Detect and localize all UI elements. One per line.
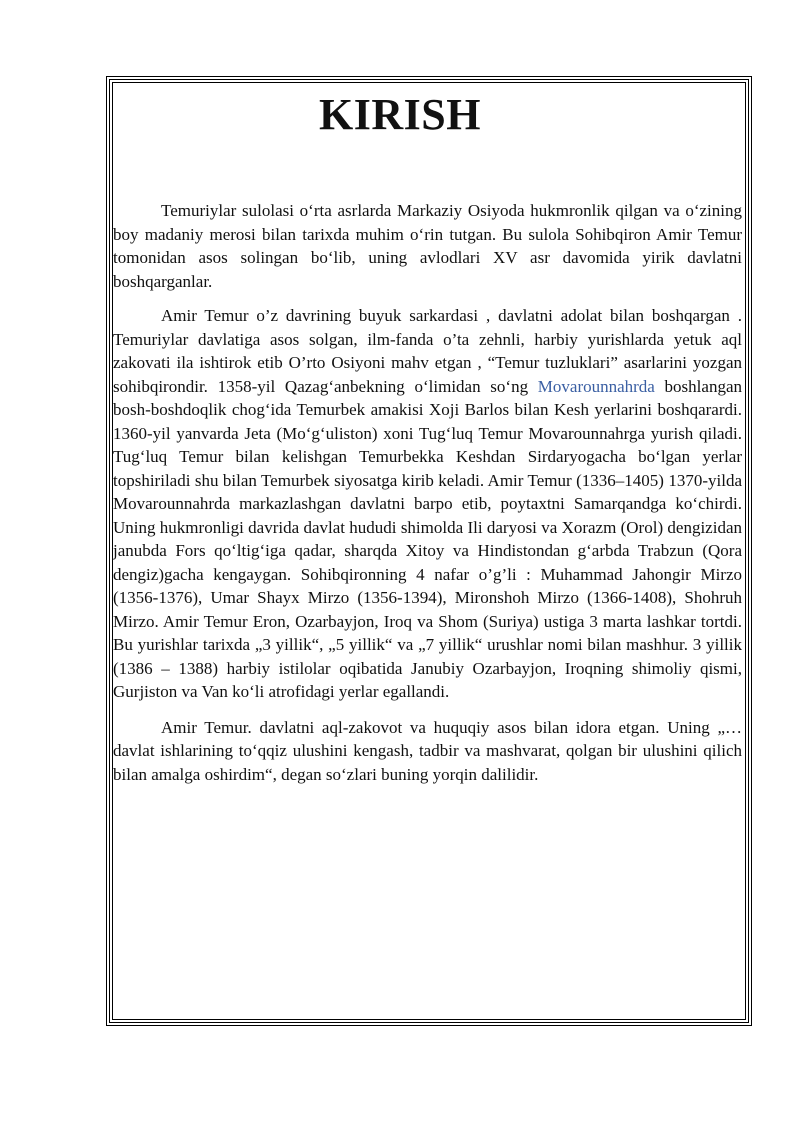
paragraph-text-after-link: boshlangan bosh-boshdoqlik chog‘ida Temurbek amakisi Xoji Barlos bilan Kesh yerlarini boshqarardi. 1360-yil yanvarda Jeta (Mo‘g‘uliston) xoni Tug‘luq Temur Movarounnahrga yurish qiladi. Tug‘luq Temur bilan kelishgan Temurbekka Keshdan Sirdaryogacha bo‘lgan yerlar topshiriladi shu bilan Temurbek siyosatga kirib keladi. Amir Temur (1336–1405) 1370-yilda Movarounnahrda markazlashgan davlatni barpo etib, poytaxtni Samarqandga ko‘chirdi. Uning hukmronligi davrida davlat hududi shimolda Ili daryosi va Xorazm (Orol) dengizidan janubda Fors qo‘ltig‘iga qadar, sharqda Xitoy va Hindistondan g‘arbda Trabzun (Qora dengiz)gacha kengaygan. Sohibqironning 4 nafar o’g’li : Muhammad Jahongir Mirzo (1356-1376), Umar Shayx Mirzo (1356-1394), Mironshoh Mirzo (1366-1408), Shohruh Mirzo. Amir Temur Eron, Ozarbayjon, Iroq va Shom (Suriya) ustiga 3 marta lashkar tortdi. Bu yurishlar tarixda „3 yillik“, „5 yillik“ va „7 yillik“ urushlar nomi bilan mashhur. 3 yillik (1386 – 1388) harbiy istilolar oqibatida Janubiy Ozarbayjon, Iroqning shimoliy qismi, Gurjiston va Van ko‘li atrofidagi yerlar egallandi. — [113, 376, 742, 701]
document-body — [113, 199, 742, 798]
paragraph-governance: Amir Temur. davlatni aql-zakovot va huquqiy asos bilan idora etgan. Uning „… davlat ishlarining to‘qqiz ulushini kengash, tadbir va mashvarat, qolgan bir ulushini qilich bilan amalga oshirdim“, degan so‘zlari buning yorqin dalilidir. — [113, 717, 742, 784]
movarounnahr-link[interactable]: Movarounnahrda — [537, 376, 655, 396]
paragraph-amir-temur — [113, 304, 742, 704]
paragraph-intro: Temuriylar sulolasi o‘rta asrlarda Markaziy Osiyoda hukmronlik qilgan va o‘zining boy madaniy merosi bilan tarixda muhim o‘rin tutgan. Bu sulola Sohibqiron Amir Temur tomonidan asos solingan bo‘lib, uning avlodlari XV asr davomida yirik davlatni boshqarganlar. — [113, 201, 742, 291]
page-title: KIRISH — [319, 90, 481, 139]
paragraph-text-before-link: Amir Temur o’z davrining buyuk sarkardasi , davlatni adolat bilan boshqargan . Temuriylar davlatiga asos solgan, ilm-fanda o’ta zehnli, harbiy yurishlarda yetuk aql zakovati ila ishtirok etib O’rto Osiyoni mahv etgan , “Temur tuzluklari” asarlarini yozgan sohibqirondir. 1358-yil Qazag‘anbekning o‘limidan so‘ng — [113, 306, 742, 396]
